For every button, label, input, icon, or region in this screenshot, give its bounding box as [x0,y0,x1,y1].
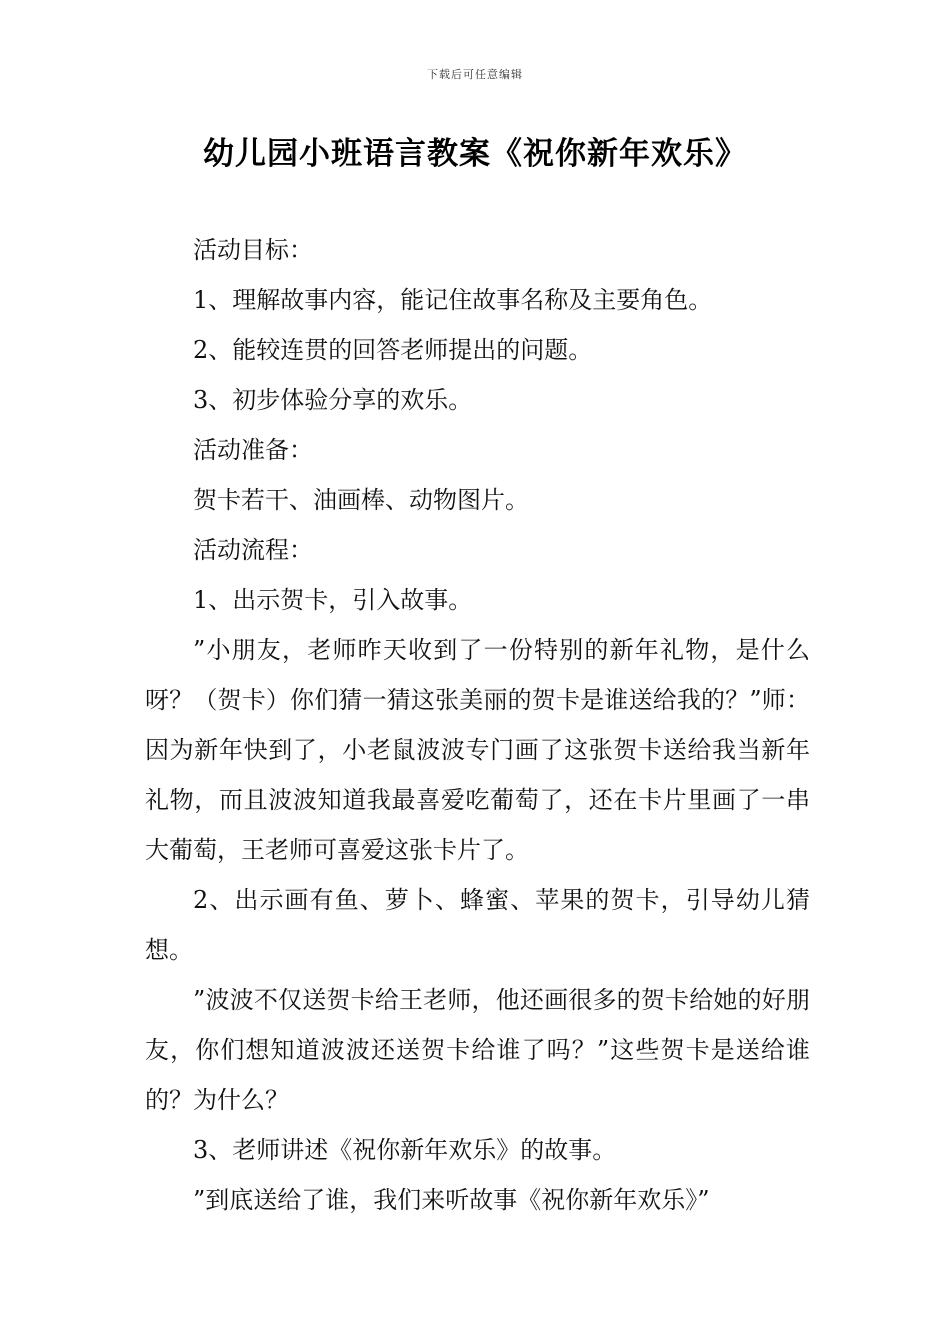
process-paragraph: ”波波不仅送贺卡给王老师，他还画很多的贺卡给她的好朋友，你们想知道波波还送贺卡给谁了吗？”这些贺卡是送给谁的？为什么？ [145,986,810,1114]
header-note: 下载后可任意编辑 [427,68,523,81]
objective-item: 3、初步体验分享的欢乐。 [193,386,473,414]
process-step: 2、出示画有鱼、萝卜、蜂蜜、苹果的贺卡，引导幼儿猜想。 [145,886,810,964]
objective-item: 1、理解故事内容，能记住故事名称及主要角色。 [193,286,713,314]
preparation-text: 贺卡若干、油画棒、动物图片。 [193,486,529,514]
process-paragraph: ”到底送给了谁，我们来听故事《祝你新年欢乐》” [193,1186,710,1214]
process-paragraph: ”小朋友，老师昨天收到了一份特别的新年礼物，是什么呀？（贺卡）你们猜一猜这张美丽的贺卡是谁送给我的？”师：因为新年快到了，小老鼠波波专门画了这张贺卡送给我当新年礼物，而且波波知道我最喜爱吃葡萄了，还在卡片里画了一串大葡萄，王老师可喜爱这张卡片了。 [145,636,810,864]
section-heading-objectives: 活动目标： [193,236,313,264]
process-step: 3、老师讲述《祝你新年欢乐》的故事。 [193,1136,617,1164]
objective-item: 2、能较连贯的回答老师提出的问题。 [193,336,593,364]
section-heading-preparation: 活动准备： [193,436,313,464]
document-body [145,225,810,1225]
section-heading-process: 活动流程： [193,536,313,564]
process-step: 1、出示贺卡，引入故事。 [193,586,473,614]
document-title: 幼儿园小班语言教案《祝你新年欢乐》 [203,136,747,172]
